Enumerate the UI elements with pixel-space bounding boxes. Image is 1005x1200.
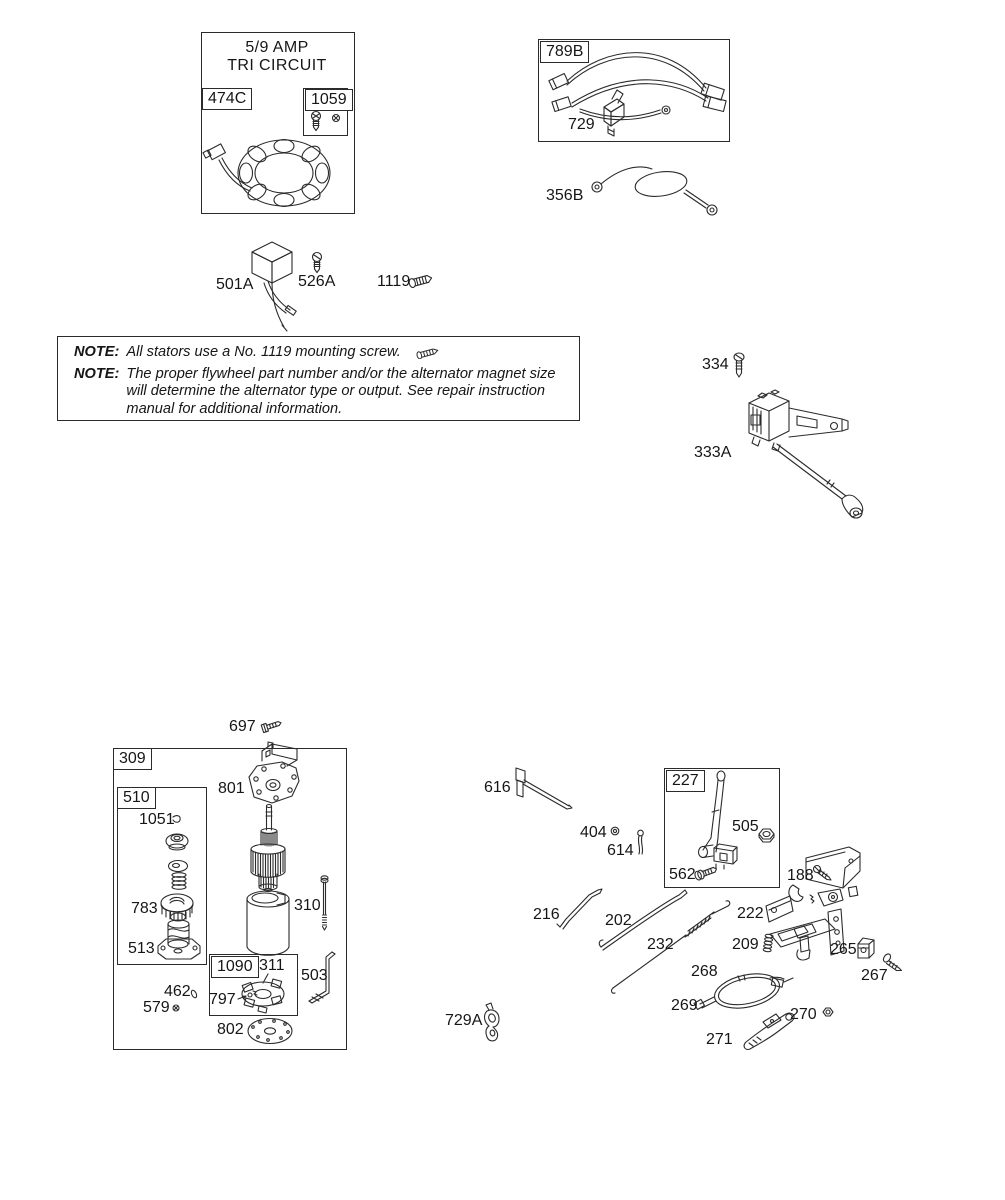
screw-icon xyxy=(415,346,441,359)
part-label-697: 697 xyxy=(229,718,256,735)
part-label-202: 202 xyxy=(605,912,632,929)
part-label-222: 222 xyxy=(737,905,764,922)
part-label-562: 562 xyxy=(669,866,696,883)
part-label-783: 783 xyxy=(131,900,158,917)
note-2-text: The proper flywheel part number and/or the alternator magnet size will determine the alternator type or output. See repair instruction manual for additional information. xyxy=(126,365,556,417)
ground-wire-drawing xyxy=(592,167,717,215)
note-1-prefix: NOTE: xyxy=(74,344,120,360)
note-1 xyxy=(74,344,579,362)
part-label-510: 510 xyxy=(117,787,156,809)
part-label-1059: 1059 xyxy=(305,89,353,111)
part-label-616: 616 xyxy=(484,779,511,796)
regulator-drawing xyxy=(252,242,296,331)
clip-729a-drawing xyxy=(485,1003,499,1041)
screw-1119-drawing xyxy=(408,274,433,289)
part-label-404: 404 xyxy=(580,824,607,841)
screw-697-drawing xyxy=(261,719,282,733)
alternator-title-line2: TRI CIRCUIT xyxy=(227,57,327,74)
part-label-513: 513 xyxy=(128,940,155,957)
nut-270-drawing xyxy=(823,1008,833,1016)
part-label-789b: 789B xyxy=(540,41,589,63)
part-label-503: 503 xyxy=(301,967,328,984)
part-label-1090: 1090 xyxy=(211,956,259,978)
part-label-1119: 1119 xyxy=(377,273,411,290)
note-2 xyxy=(74,366,579,419)
lever-271-drawing xyxy=(744,1013,794,1049)
part-label-188: 188 xyxy=(787,867,814,884)
part-label-209: 209 xyxy=(732,936,759,953)
part-label-729: 729 xyxy=(568,116,595,133)
part-label-797: 797 xyxy=(209,991,236,1008)
ignition-coil-drawing xyxy=(749,390,863,518)
part-label-579: 579 xyxy=(143,999,170,1016)
part-label-356b: 356B xyxy=(546,187,584,204)
part-label-801: 801 xyxy=(218,780,245,797)
part-label-265: 265 xyxy=(830,941,857,958)
notes-box xyxy=(57,336,580,421)
part-label-729a: 729A xyxy=(445,1012,483,1029)
screw-526a-drawing xyxy=(313,253,322,273)
part-label-216: 216 xyxy=(533,906,560,923)
part-label-1051: 1051 xyxy=(139,811,175,828)
link-216-drawing xyxy=(557,889,602,929)
rod-616-drawing xyxy=(516,768,572,809)
part-label-270: 270 xyxy=(790,1006,817,1023)
part-label-501a: 501A xyxy=(216,276,254,293)
part-label-232: 232 xyxy=(647,936,674,953)
part-label-614: 614 xyxy=(607,842,634,859)
part-label-227: 227 xyxy=(666,770,705,792)
screw-334-drawing xyxy=(734,353,744,377)
part-label-269: 269 xyxy=(671,997,698,1014)
clip-265-drawing xyxy=(858,938,874,958)
note-2-prefix: NOTE: xyxy=(74,365,120,382)
part-label-311: 311 xyxy=(259,957,285,974)
alternator-title-line1: 5/9 AMP xyxy=(245,39,309,56)
part-label-526a: 526A xyxy=(298,273,336,290)
part-label-802: 802 xyxy=(217,1021,244,1038)
part-label-309: 309 xyxy=(113,748,152,770)
part-label-334: 334 xyxy=(702,356,729,373)
part-label-268: 268 xyxy=(691,963,718,980)
part-label-505: 505 xyxy=(732,818,759,835)
note-1-text: All stators use a No. 1119 mounting screw. xyxy=(126,344,578,362)
part-label-462: 462 xyxy=(164,983,191,1000)
pin-614-drawing xyxy=(638,830,644,854)
part-label-333a: 333A xyxy=(694,444,732,461)
washer-404-drawing xyxy=(611,827,619,835)
part-label-267: 267 xyxy=(861,967,888,984)
screw-188-drawing xyxy=(814,866,832,881)
part-label-271: 271 xyxy=(706,1031,733,1048)
part-label-310: 310 xyxy=(294,897,321,914)
part-label-474c: 474C xyxy=(202,88,252,110)
